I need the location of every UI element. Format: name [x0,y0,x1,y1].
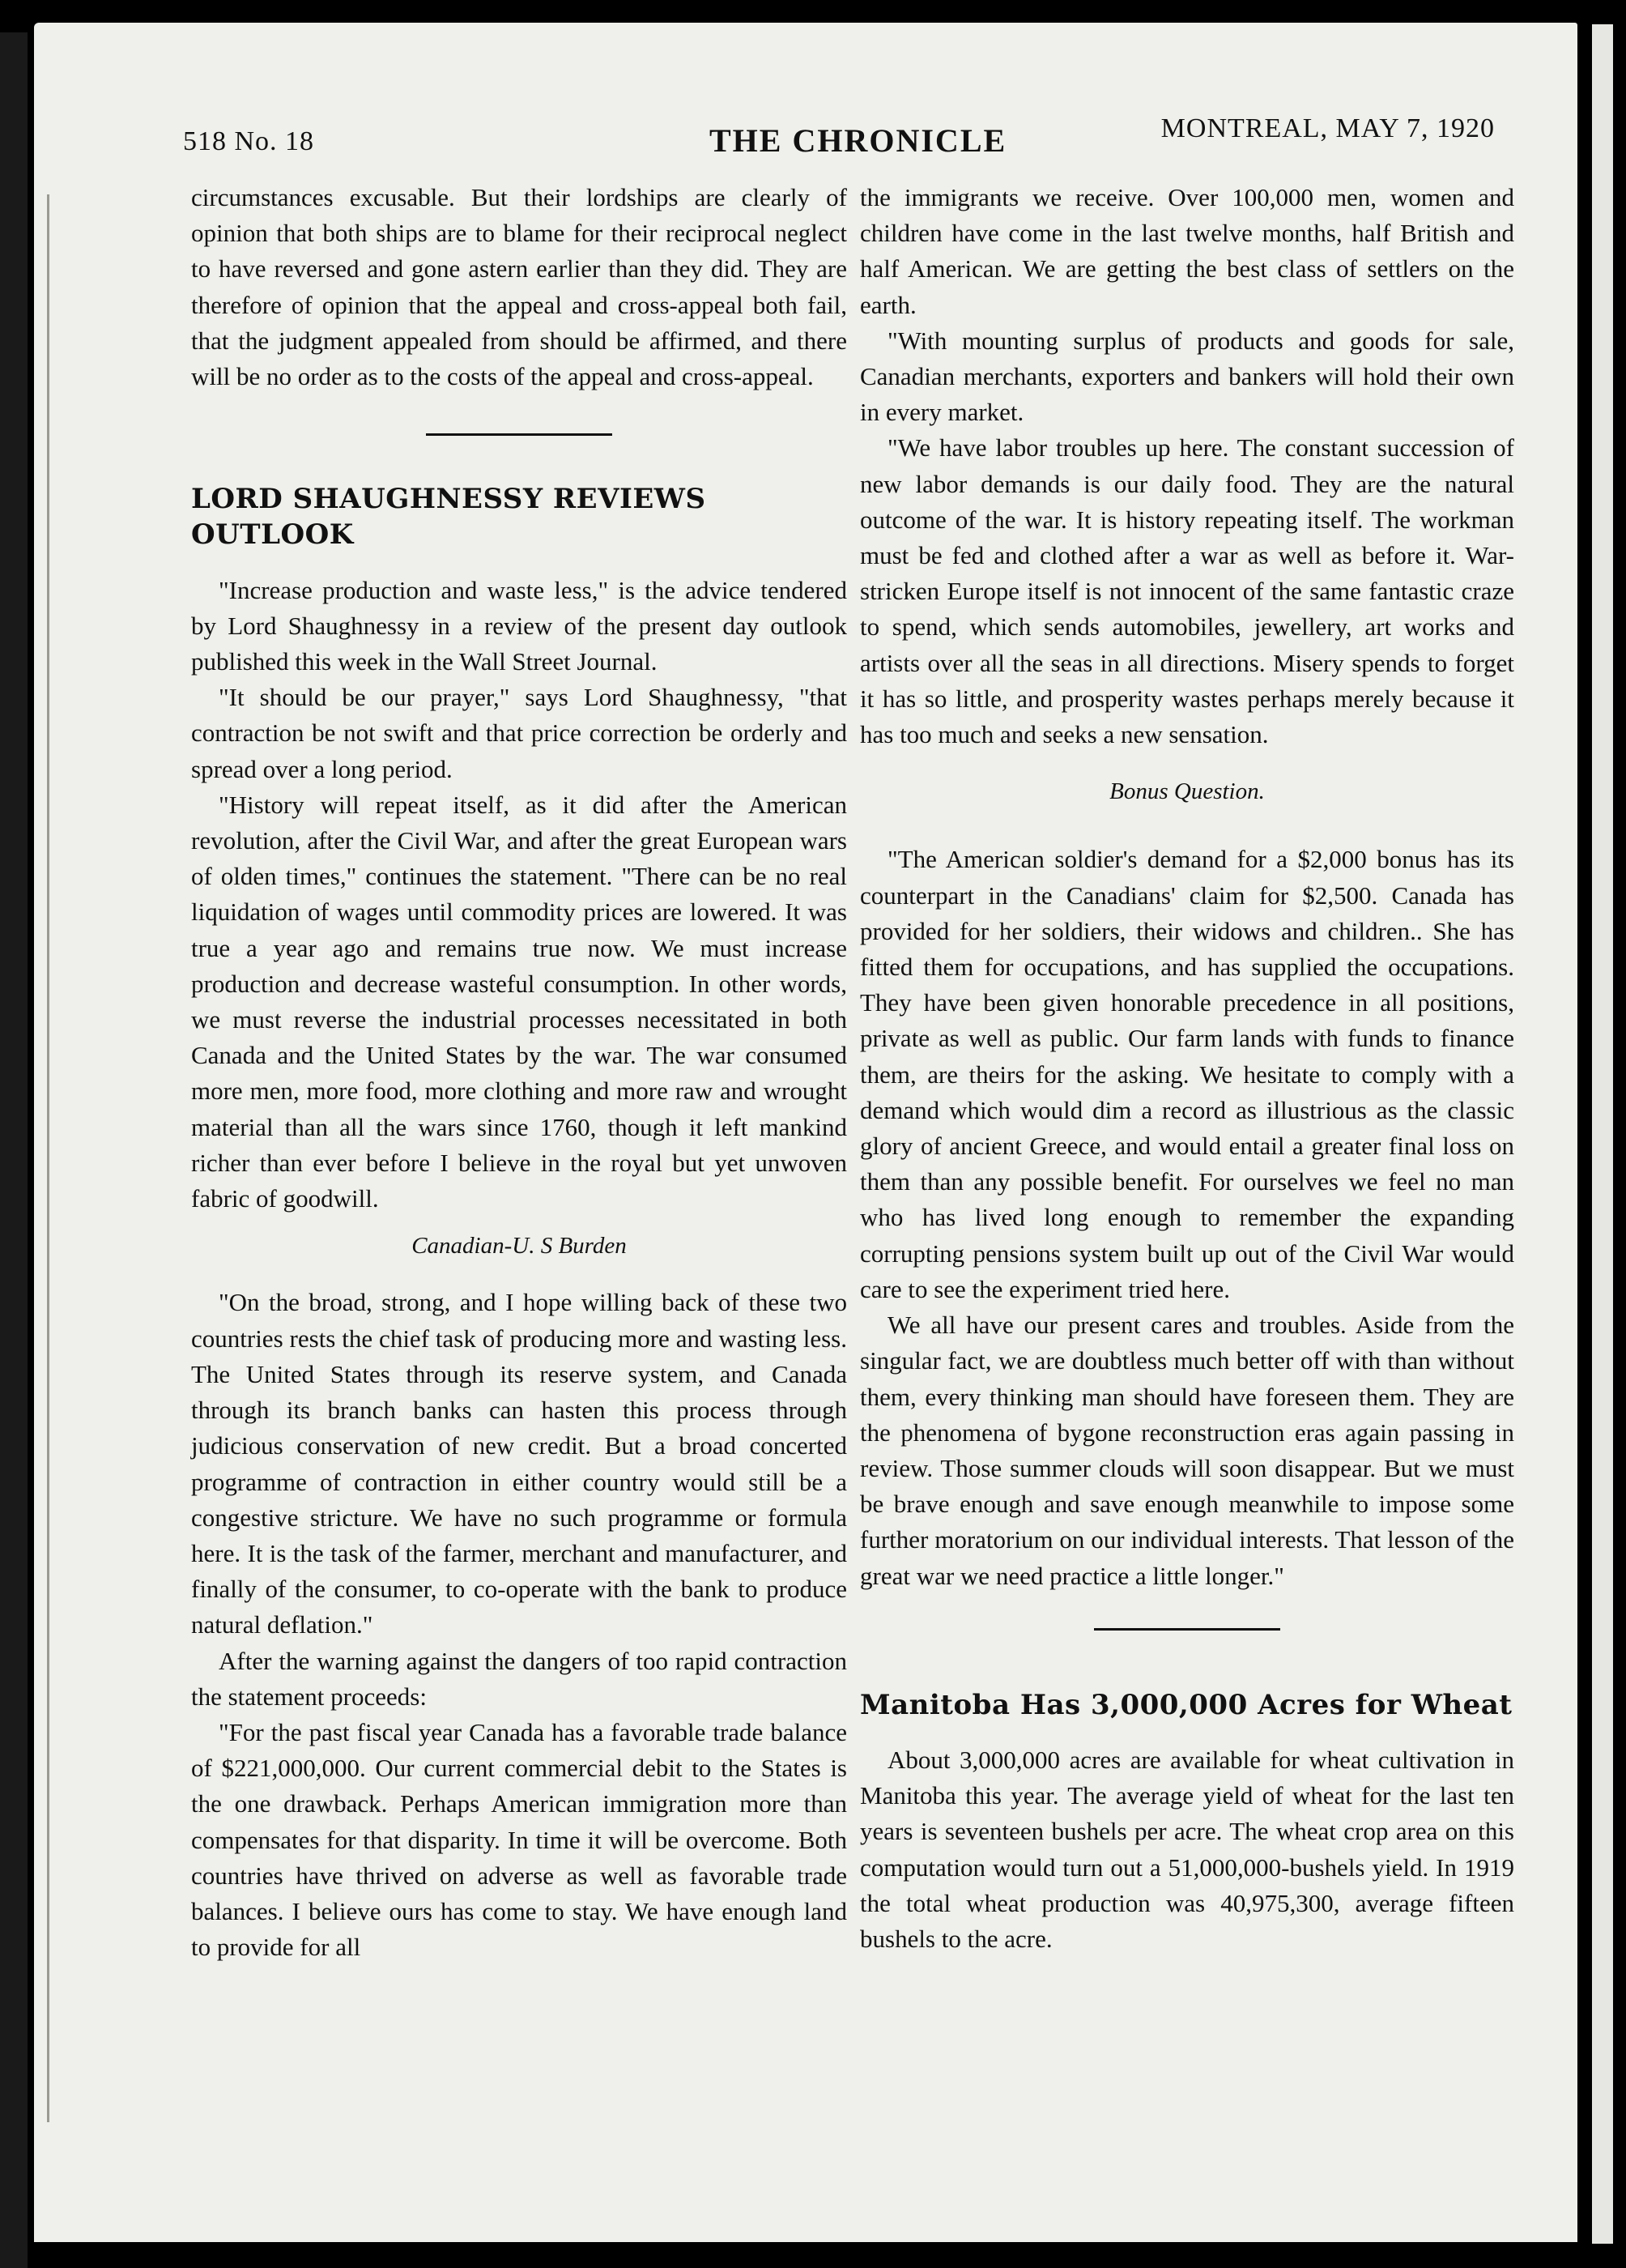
paragraph: "The American soldier's demand for a $2,000 bonus has its counterpart in the Canadians' claim for $2,500. Canada has provided for her soldiers, their widows and children.. She has fitted them for occupations, and has supplied the occupations. They have been given honorable precedence in all positions, private as well as public. Our farm lands with funds to finance them, are theirs for the asking. We hesitate to comply with a demand which would dim a record as illustrious as the classic glory of ancient Greece, and would entail a greater final loss on them than any possible benefit. For ourselves we feel no man who has lived long enough to remember the expanding corrupting pensions system built up out of the Civil War would care to see the experiment tried here. [860,845,1514,1303]
paragraph: "For the past fiscal year Canada has a favorable trade balance of $221,000,000. Our current commercial debit to the States is the one drawback. Perhaps American immigration more than compensates for that disparity. In time it will be overcome. Both countries have thrived on adverse as well as favorable trade balances. I believe ours has come to stay. We have enough land to provide for all [191,1717,847,1962]
dateline: MONTREAL, MAY 7, 1920 [1160,113,1495,143]
right-column [860,180,1514,1957]
gutter-line [47,194,49,2122]
publication-title: THE CHRONICLE [709,122,1007,159]
paragraph: "We have labor troubles up here. The constant succession of new labor demands is our daily food. They are the natural outcome of the war. It is history repeating itself. The workman must be fed and clothed after a war as well as before it. War-stricken Europe itself is not innocent of the same fantastic craze to spend, which sends automobiles, jewellery, art works and artists over all the seas in all directions. Misery spends to forget it has so little, and prosperity wastes perhaps merely because it has too much and seeks a new sensation. [860,433,1514,749]
section-divider [426,433,612,436]
paragraph: "History will repeat itself, as it did after the American revolution, after the Civil War, and after the great European wars of olden times," continues the statement. "There can be no real liquidation of wages until commodity prices are lowered. It was true a year ago and remains true now. We must increase production and decrease wasteful consumption. In other words, we must reverse the industrial processes necessitated in both Canada and the United States by the war. The war consumed more men, more food, more clothing and more raw and wrought material than all the wars since 1760, though it left mankind richer than ever before I believe in the royal but yet unwoven fabric of goodwill. [191,790,847,1213]
paragraph: About 3,000,000 acres are available for wheat cultivation in Manitoba this year. The average yield of wheat for the last ten years is seventeen bushels per acre. The wheat crop area on this computation would turn out a 51,000,000-bushels yield. In 1919 the total wheat production was 40,975,300, average fifteen bushels to the acre. [860,1745,1514,1953]
article-heading: LORD SHAUGHNESSY REVIEWS OUTLOOK [191,483,706,552]
paragraph: "On the broad, strong, and I hope willing back of these two countries rests the chief task of producing more and wasting less. The United States through its reserve system, and Canada through its branch banks can hasten this process through judicious conservation of new credit. But a broad concerted programme of contraction in either country would still be a congestive stricture. We have no such programme or formula here. It is the task of the farmer, merchant and manufacturer, and finally of the consumer, to co-operate with the bank to produce natural deflation." [191,1288,847,1639]
paragraph: "With mounting surplus of products and goods for sale, Canadian merchants, exporters and bankers will hold their own in every market. [860,326,1514,427]
page-header [183,113,1495,170]
paragraph: "Increase production and waste less," is the advice tendered by Lord Shaughnessy in a review of the present day outlook published this week in the Wall Street Journal. [191,575,847,676]
section-subheading: Bonus Question. [1109,778,1265,805]
paragraph: circumstances excusable. But their lordships are clearly of opinion that both ships are to blame for their reciprocal neglect to have reversed and gone astern earlier than they did. They are therefore of opinion that the appeal and cross-appeal both fail, that the judgment appealed from should be affirmed, and there will be no order as to the costs of the appeal and cross-appeal. [191,183,847,391]
next-page-strip [1592,24,1613,2244]
article-heading: Manitoba Has 3,000,000 Acres for Wheat [860,1688,1513,1721]
paragraph: the immigrants we receive. Over 100,000 men, women and children have come in the last twelve months, half British and half American. We are getting the best class of settlers on the earth. [860,183,1514,319]
paragraph: "It should be our prayer," says Lord Shaughnessy, "that contraction be not swift and that price correction be orderly and spread over a long period. [191,683,847,783]
section-divider [1094,1628,1280,1631]
left-column [191,180,847,1965]
paragraph: After the warning against the dangers of too rapid contraction the statement proceeds: [191,1646,847,1711]
page-folio: 518 No. 18 [183,126,315,156]
paragraph: We all have our present cares and troubles. Aside from the singular fact, we are doubtless much better off with than without them, every thinking man should have foreseen them. They are the phenomena of bygone reconstruction eras again passing in review. Those summer clouds will soon disappear. But we must be brave enough and save enough meanwhile to impose some further moratorium on our individual interests. That lesson of the great war we need practice a little longer." [860,1311,1514,1590]
book-binding-shadow [0,32,28,2268]
section-subheading: Canadian-U. S Burden [411,1233,627,1260]
